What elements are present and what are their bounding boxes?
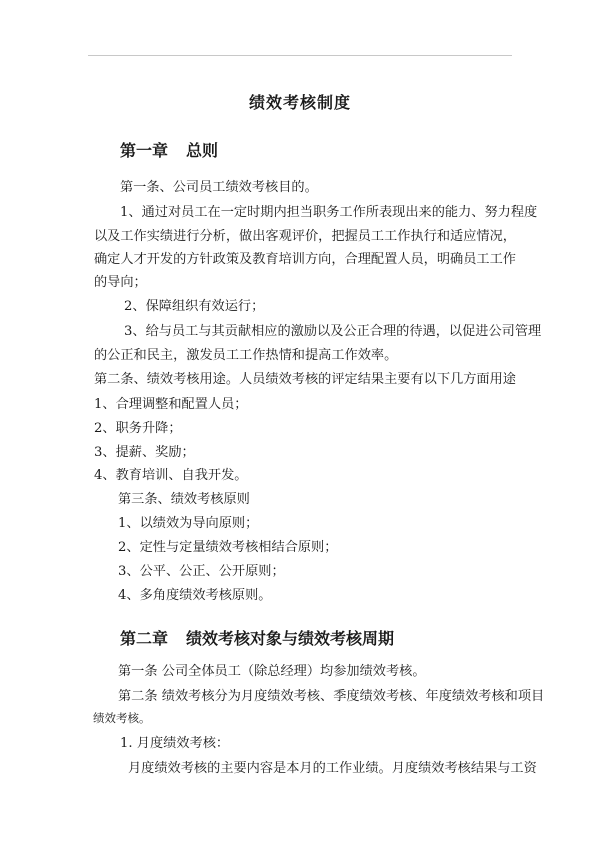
body-line: 1、通过对员工在一定时期内担当职务工作所表现出来的能力、努力程度 xyxy=(120,205,538,220)
list-item: 3、提薪、奖励； xyxy=(94,445,195,460)
chapter-1-name: 总则 xyxy=(186,141,219,160)
chapter-2-number: 第二章 xyxy=(120,629,169,648)
list-item: 1、合理调整和配置人员； xyxy=(94,397,248,412)
article-1-heading: 第一条、公司员工绩效考核目的。 xyxy=(120,180,318,195)
article-2-heading: 第二条 绩效考核分为月度绩效考核、季度绩效考核、年度绩效考核和项目 xyxy=(118,689,545,704)
body-line: 月度绩效考核的主要内容是本月的工作业绩。月度绩效考核结果与工资 xyxy=(128,761,537,776)
body-line: 以及工作实绩进行分析，做出客观评价，把握员工工作执行和适应情况， xyxy=(94,229,516,244)
document-title: 绩效考核制度 xyxy=(248,93,351,112)
body-line: 的公正和民主，激发员工工作热情和提高工作效率。 xyxy=(94,348,398,363)
article-3-heading: 第三条、绩效考核原则 xyxy=(118,492,250,507)
article-2-heading: 第二条、绩效考核用途。人员绩效考核的评定结果主要有以下几方面用途 xyxy=(94,372,516,387)
chapter-2-heading xyxy=(120,626,394,649)
body-line: 2、保障组织有效运行； xyxy=(124,299,265,314)
list-item: 1、以绩效为导向原则； xyxy=(118,516,259,531)
chapter-1-number: 第一章 xyxy=(120,141,169,160)
chapter-1-heading xyxy=(120,138,218,161)
list-item: 4、教育培训、自我开发。 xyxy=(94,468,248,483)
body-line: 确定人才开发的方针政策及教育培训方向，合理配置人员，明确员工工作 xyxy=(94,252,516,267)
list-item: 2、职务升降； xyxy=(94,421,182,436)
list-item: 4、多角度绩效考核原则。 xyxy=(118,588,272,603)
header-rule xyxy=(88,55,512,56)
body-line: 3、给与员工与其贡献相应的激励以及公正合理的待遇，以促进公司管理 xyxy=(124,324,542,339)
body-line: 绩效考核。 xyxy=(93,711,151,725)
chapter-2-name: 绩效考核对象与绩效考核周期 xyxy=(186,629,395,648)
subsection-heading: 1. 月度绩效考核： xyxy=(120,736,230,751)
body-line: 的导向； xyxy=(94,275,147,290)
list-item: 2、定性与定量绩效考核相结合原则； xyxy=(118,540,338,555)
list-item: 3、公平、公正、公开原则； xyxy=(118,564,285,579)
article-1-heading: 第一条 公司全体员工（除总经理）均参加绩效考核。 xyxy=(118,664,426,679)
